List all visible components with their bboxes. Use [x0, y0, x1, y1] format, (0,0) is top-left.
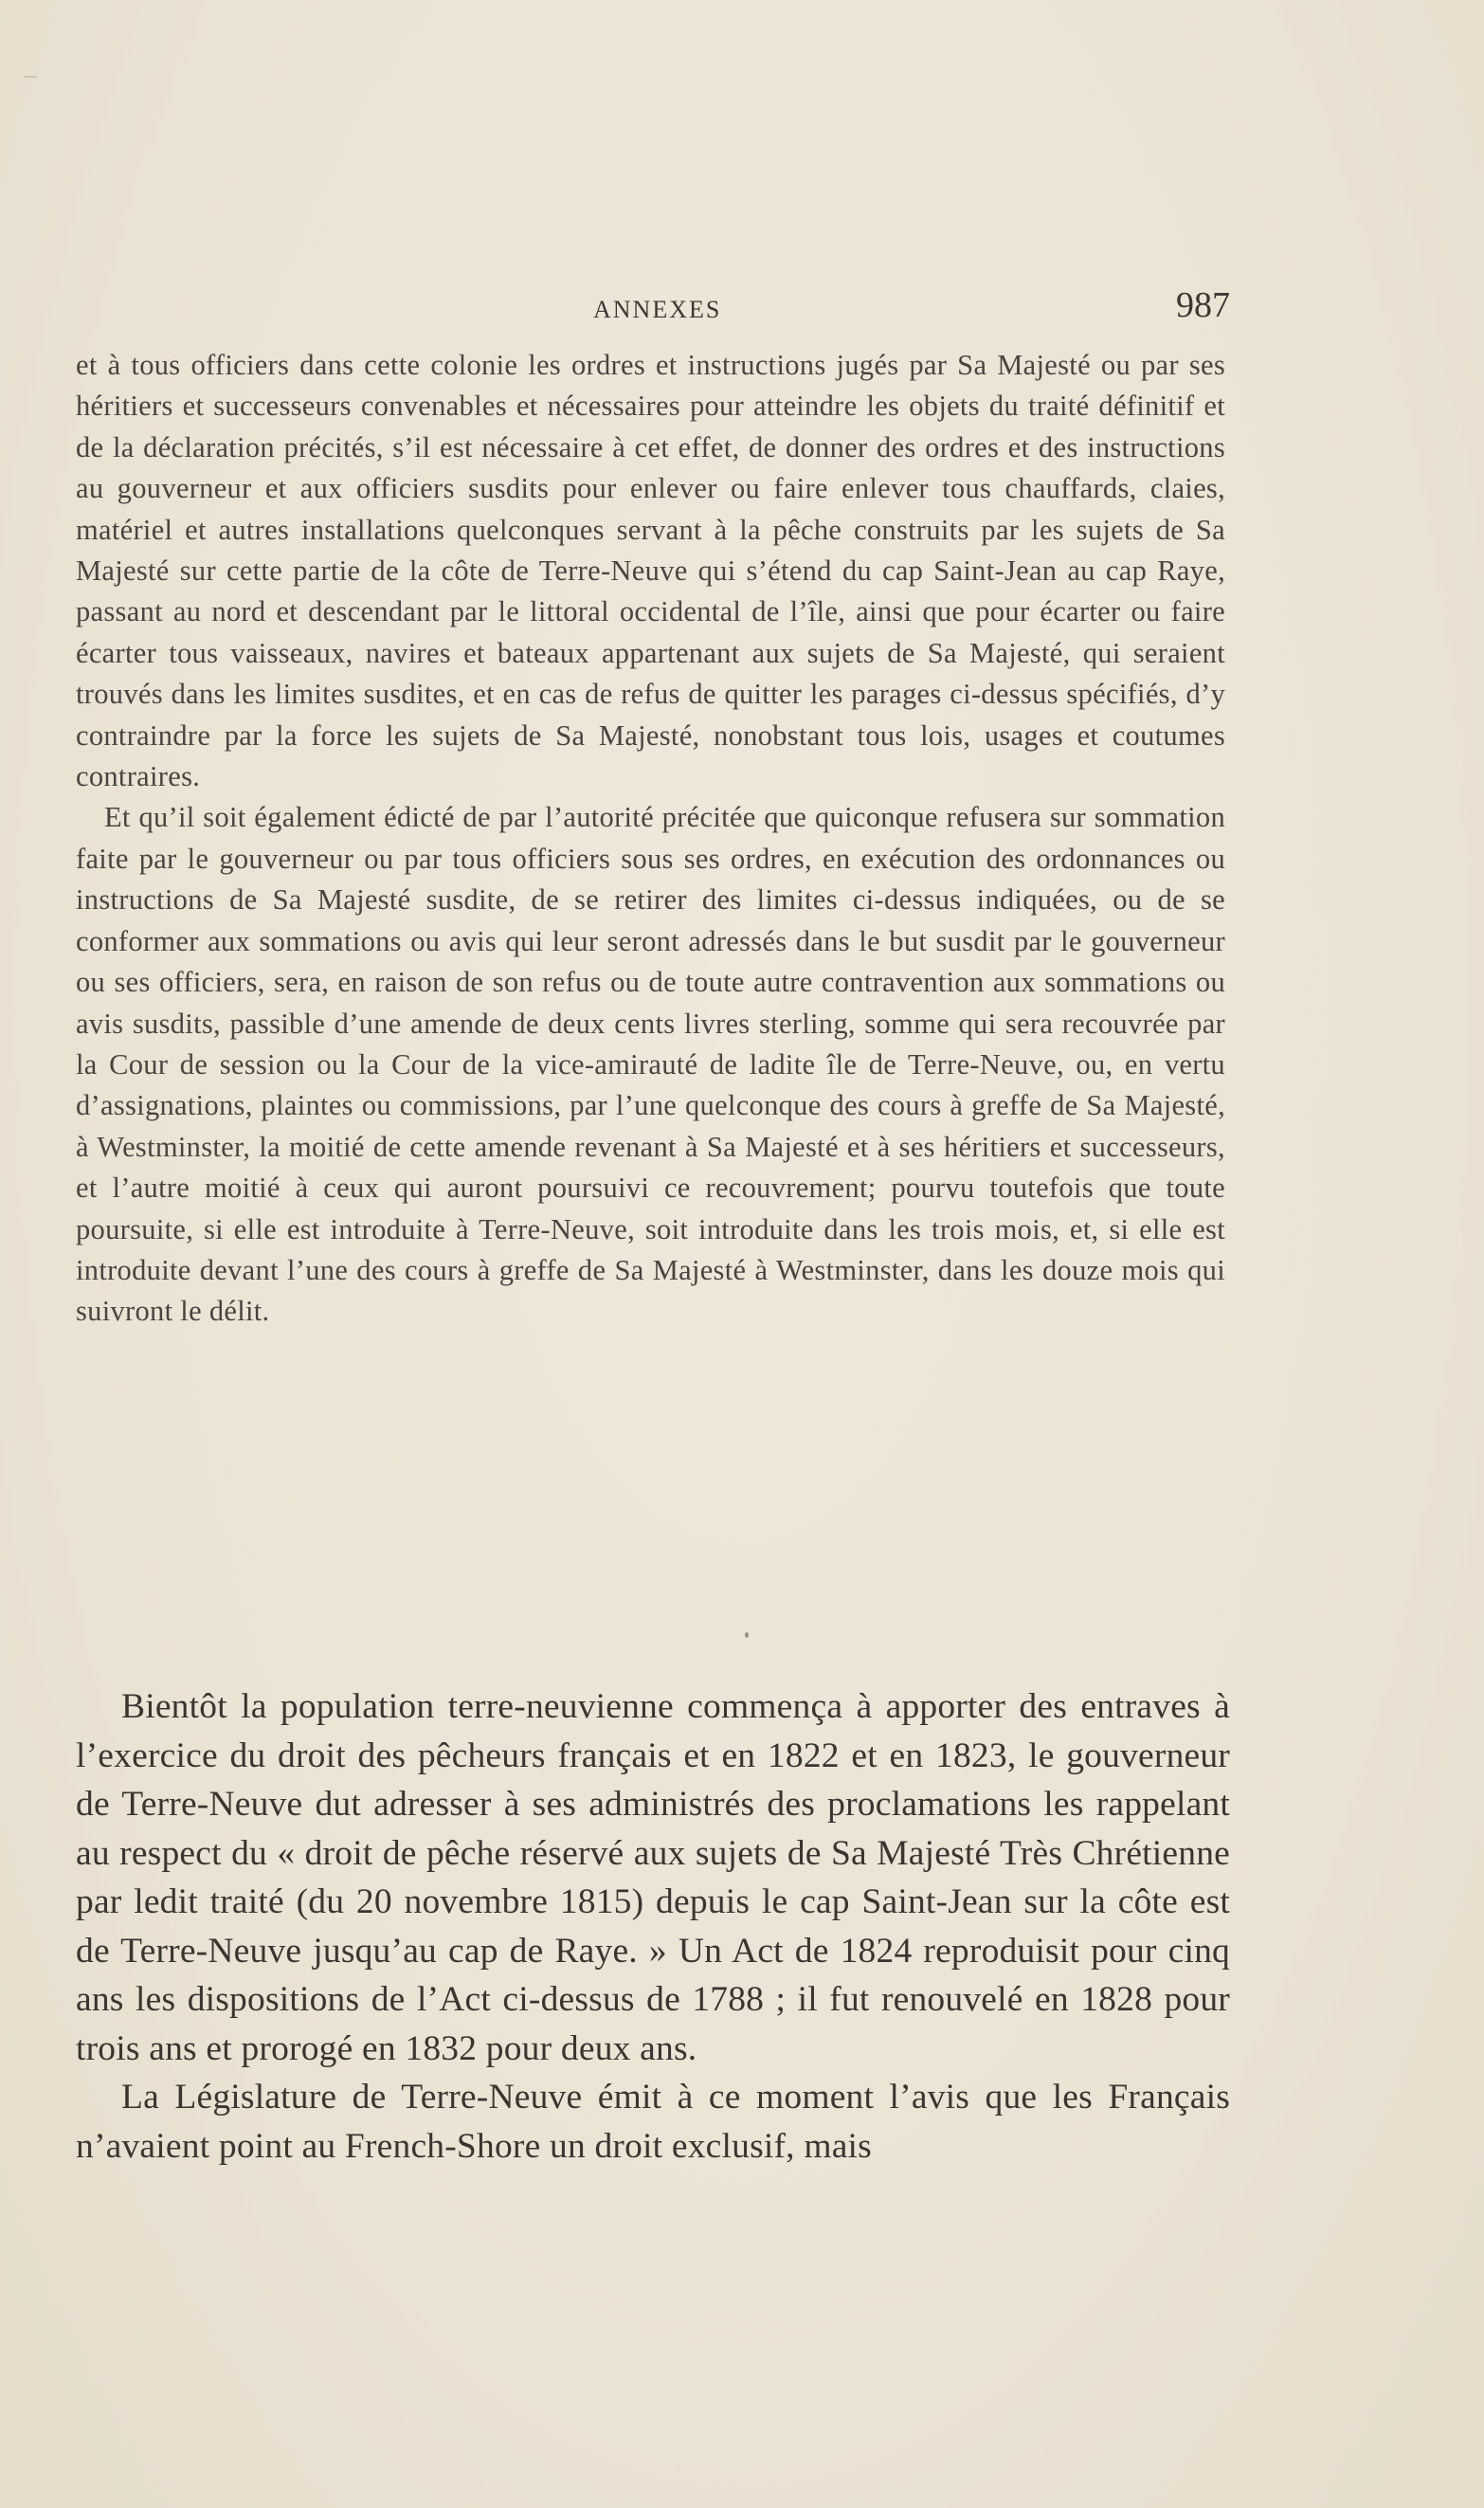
body-paragraph: Bientôt la population terre-neuvienne commença à apporter des entraves à l’exercice du droit des pêcheurs français et en 1822 et en 1823, le gouverneur de Terre-Neuve dut adresser à ses administrés des proclamations les rappelant au respect du « droit de pêche réservé aux sujets de Sa Majesté Très Chrétienne par ledit traité (du 20 novembre 1815) depuis le cap Saint-Jean sur la côte est de Terre-Neuve jusqu’au cap de Raye. » Un Act de 1824 reproduisit pour cinq ans les dispositions de l’Act ci-dessus de 1788 ; il fut renouvelé en 1828 pour trois ans et prorogé en 1832 pour deux ans.: [76, 1687, 1230, 2068]
quote-paragraph: et à tous officiers dans cette colonie les ordres et instructions jugés par Sa Majesté ou par ses héritiers et successeurs convenables et nécessaires pour atteindre les objets du traité définitif et de la déclaration précités, s’il est nécessaire à cet effet, de donner des ordres et des instructions au gouverneur et aux officiers susdits pour enlever ou faire enlever tous chauffards, claies, matériel et autres installations quelconques servant à la pêche construits par les sujets de Sa Majesté sur cette partie de la côte de Terre-Neuve qui s’étend du cap Saint-Jean au cap Raye, passant au nord et descendant par le littoral occidental de l’île, ainsi que pour écarter ou faire écarter tous vaisseaux, navires et bateaux appartenant aux sujets de Sa Majesté, qui seraient trouvés dans les limites susdites, et en cas de refus de quitter les parages ci-dessus spécifiés, d’y contraindre par la force les sujets de Sa Majesté, nonobstant tous lois, usages et coutumes contraires.: [76, 349, 1225, 793]
print-speck: [745, 1632, 749, 1638]
paper-mark: [24, 76, 37, 78]
quoted-act-text: [76, 345, 1225, 1333]
body-paragraph: La Législature de Terre-Neuve émit à ce moment l’avis que les Français n’avaient point au French-Shore un droit exclusif, mais: [76, 2078, 1230, 2166]
quote-paragraph: Et qu’il soit également édicté de par l’autorité précitée que quiconque refusera sur sommation faite par le gouverneur ou par tous officiers sous ses ordres, en exécution des ordonnances ou instructions de Sa Majesté susdite, de se retirer des limites ci-dessus indiquées, ou de se conformer aux sommations ou avis qui leur seront adressés dans le but susdit par le gouverneur ou ses officiers, sera, en raison de son refus ou de toute autre contravention aux sommations ou avis susdits, passible d’une amende de deux cents livres sterling, somme qui sera recouvrée par la Cour de session ou la Cour de la vice-amirauté de ladite île de Terre-Neuve, ou, en vertu d’assignations, plaintes ou commissions, par l’une quelconque des cours à greffe de Sa Majesté, à Westminster, la moitié de cette amende revenant à Sa Majesté et à ses héritiers et successeurs, et l’autre moitié à ceux qui auront poursuivi ce recouvrement; pourvu toutefois que toute poursuite, si elle est introduite à Terre-Neuve, soit introduite dans les trois mois, et, si elle est introduite devant l’une des cours à greffe de Sa Majesté à Westminster, dans les douze mois qui suivront le délit.: [76, 801, 1225, 1328]
page-number: 987: [1176, 285, 1230, 325]
main-text: [76, 1682, 1230, 2171]
running-head: ANNEXES: [593, 296, 722, 323]
page-header: [76, 284, 1230, 332]
